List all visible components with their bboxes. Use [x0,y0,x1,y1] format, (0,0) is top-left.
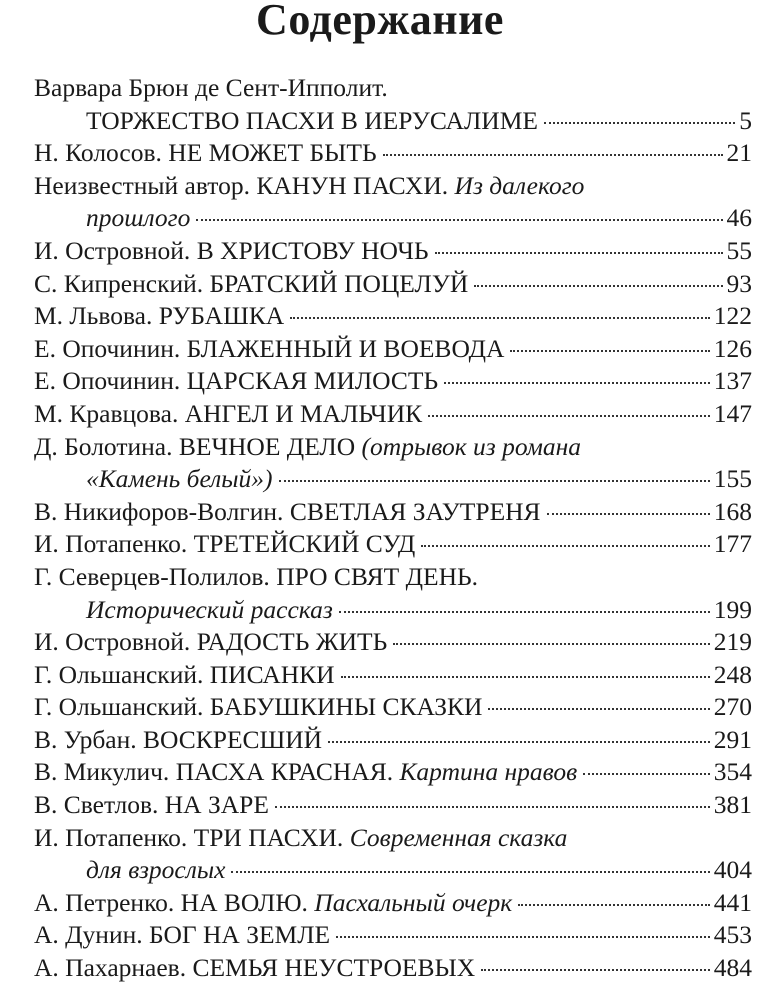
toc-entry [34,887,752,920]
toc-entry [34,952,752,985]
dot-leader [336,936,710,938]
entry-author: М. Львова. [34,301,153,331]
toc-entry [34,822,752,887]
toc-entry [34,268,752,301]
entry-page: 168 [713,496,752,526]
toc-entry [34,235,752,268]
entry-page: 93 [726,268,752,298]
entry-author: В. Светлов. [34,790,159,820]
entry-page: 484 [713,953,752,983]
entry-page: 147 [713,398,752,428]
entry-page: 126 [713,333,752,363]
dot-leader [428,415,710,417]
toc-entry [34,626,752,659]
entry-title: РАДОСТЬ ЖИТЬ [196,627,388,657]
toc-entry [34,300,752,333]
entry-title: ПАСХА КРАСНАЯ. [175,757,394,787]
dot-leader [488,708,709,710]
table-of-contents [34,72,752,985]
entry-author: А. Петренко. [34,887,175,917]
dot-leader [544,122,735,124]
toc-entry [34,659,752,692]
dot-leader [444,382,710,384]
entry-subtitle: (отрывок из романа [361,431,582,461]
dot-leader [583,773,710,775]
toc-entry [34,333,752,366]
entry-page: 155 [713,464,752,494]
entry-author: Варвара Брюн де Сент-Ипполит. [34,73,388,102]
dot-leader [474,285,722,287]
entry-author: А. Дунин. [34,920,143,950]
entry-author: И. Островной. [34,235,191,265]
entry-subtitle: Современная сказка [349,822,568,852]
entry-title: БРАТСКИЙ ПОЦЕЛУЙ [209,268,469,298]
entry-author: М. Кравцова. [34,398,179,428]
toc-entry [34,365,752,398]
entry-title: БАБУШКИНЫ СКАЗКИ [209,692,483,722]
dot-leader [275,806,710,808]
dot-leader [290,317,710,319]
toc-entry [34,561,752,626]
toc-entry [34,691,752,724]
entry-title: В ХРИСТОВУ НОЧЬ [196,235,429,265]
entry-author: Н. Колосов. [34,138,162,168]
entry-page: 5 [739,105,752,135]
entry-author: Неизвестный автор. [34,170,250,200]
dot-leader [547,513,710,515]
entry-subtitle-cont: для взрослых [86,855,226,885]
entry-page: 137 [713,366,752,396]
toc-entry [34,919,752,952]
entry-page: 248 [713,659,752,689]
entry-page: 21 [726,138,752,168]
toc-entry [34,72,752,137]
entry-page: 381 [713,790,752,820]
entry-page: 354 [713,757,752,787]
entry-title: СЕМЬЯ НЕУСТРОЕВЫХ [192,953,476,983]
toc-entry [34,137,752,170]
entry-title: ЦАРСКАЯ МИЛОСТЬ [186,366,439,396]
toc-entry [34,398,752,431]
entry-page: 199 [713,594,752,624]
entry-author: И. Островной. [34,627,191,657]
toc-entry [34,756,752,789]
dot-leader [383,154,723,156]
entry-author: Г. Северцев-Полилов. [34,561,270,591]
entry-author: В. Никифоров-Волгин. [34,496,284,526]
dot-leader [393,643,710,645]
entry-title: ТРЕТЕЙСКИЙ СУД [193,529,416,559]
dot-leader [435,252,723,254]
entry-author: Д. Болотина. [34,431,173,461]
entry-author: И. Потапенко. [34,822,188,852]
entry-subtitle: Пасхальный очерк [314,887,513,917]
entry-author: Е. Опочинин. [34,366,181,396]
entry-title: ТОРЖЕСТВО ПАСХИ В ИЕРУСАЛИМЕ [86,105,538,135]
dot-leader [196,219,722,221]
entry-author: Г. Ольшанский. [34,692,204,722]
entry-subtitle: Из далекого [454,170,585,200]
entry-page: 219 [713,627,752,657]
entry-title: РУБАШКА [158,301,285,331]
toc-entry [34,528,752,561]
entry-author: В. Микулич. [34,757,170,787]
entry-subtitle: Исторический рассказ [86,594,333,624]
entry-title: СВЕТЛАЯ ЗАУТРЕНЯ [289,496,541,526]
entry-author: А. Пахарнаев. [34,953,187,983]
entry-page: 453 [713,920,752,950]
entry-title: ВОСКРЕСШИЙ [143,724,323,754]
entry-page: 270 [713,692,752,722]
toc-entry [34,431,752,496]
entry-page: 441 [713,887,752,917]
dot-leader [341,676,710,678]
entry-title: БОГ НА ЗЕМЛЕ [149,920,331,950]
dot-leader [279,480,710,482]
entry-title: НА ЗАРЕ [164,790,269,820]
entry-title: ВЕЧНОЕ ДЕЛО [178,431,356,461]
dot-leader [231,871,709,873]
entry-author: Г. Ольшанский. [34,659,204,689]
dot-leader [328,741,710,743]
entry-subtitle-cont: «Камень белый») [86,464,273,494]
entry-page: 122 [713,301,752,331]
dot-leader [518,904,710,906]
entry-author: С. Кипренский. [34,268,204,298]
entry-page: 404 [713,855,752,885]
page-title: Содержание [256,0,504,44]
entry-page: 46 [726,203,752,233]
entry-title: ПИСАНКИ [209,659,335,689]
toc-entry [34,170,752,235]
toc-entry [34,789,752,822]
entry-page: 55 [726,235,752,265]
entry-title: НЕ МОЖЕТ БЫТЬ [168,138,377,168]
dot-leader [510,350,709,352]
entry-subtitle: Картина нравов [399,757,578,787]
entry-title: АНГЕЛ И МАЛЬЧИК [184,398,423,428]
entry-author: В. Урбан. [34,724,137,754]
entry-title: ПРО СВЯТ ДЕНЬ. [276,561,478,591]
toc-entry [34,496,752,529]
entry-author: И. Потапенко. [34,529,188,559]
entry-page: 291 [713,724,752,754]
entry-title: КАНУН ПАСХИ. [256,170,449,200]
entry-author: Е. Опочинин. [34,333,181,363]
entry-title: ТРИ ПАСХИ. [193,822,344,852]
entry-title: БЛАЖЕННЫЙ И ВОЕВОДА [186,333,505,363]
dot-leader [481,969,710,971]
entry-subtitle-cont: прошлого [86,203,191,233]
dot-leader [421,545,709,547]
toc-entry [34,724,752,757]
entry-page: 177 [713,529,752,559]
dot-leader [339,611,710,613]
entry-title: НА ВОЛЮ. [180,887,308,917]
